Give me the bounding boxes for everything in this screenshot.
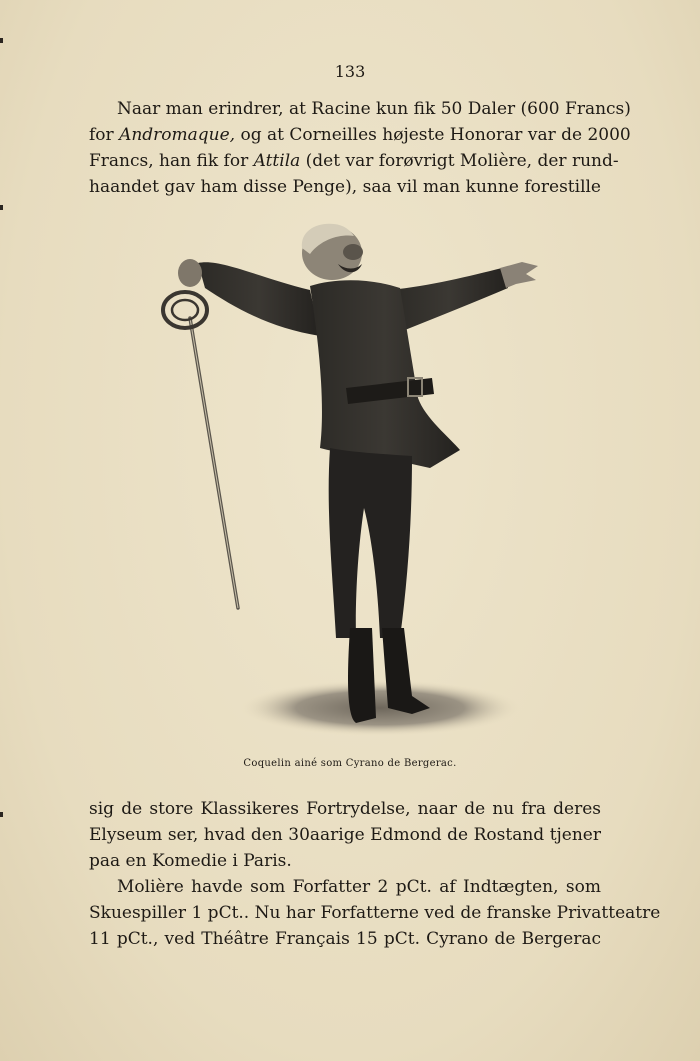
left-arm (198, 262, 320, 336)
right-arm (390, 268, 508, 330)
left-hand (178, 259, 202, 287)
paragraph-3 (89, 874, 661, 952)
edge-mark (0, 205, 3, 210)
right-hand (500, 262, 538, 288)
text-line: Elyseum ser, hvad den 30aarige Edmond de Rostand tjener (89, 825, 601, 845)
edge-mark (0, 38, 3, 43)
title-attila: Attila (253, 151, 301, 171)
figure-caption: Coquelin ainé som Cyrano de Bergerac. (243, 758, 457, 769)
text-line: haandet gav ham disse Penge), saa vil man kunne forestille (89, 177, 601, 197)
legs (329, 448, 412, 638)
sword-edge (190, 318, 238, 608)
paragraph-1 (89, 96, 631, 200)
actor-photograph (150, 218, 550, 748)
text-line: Molière havde som Forfatter 2 pCt. af Indtægten, som (117, 877, 601, 897)
page-number: 133 (334, 62, 366, 81)
text-line: sig de store Klassikeres Fortrydelse, naar de nu fra deres (89, 799, 601, 819)
floor-shadow (240, 680, 520, 736)
nose (343, 244, 363, 260)
edge-mark (0, 812, 3, 817)
text-line: Francs, han fik for Attila (det var forøvrigt Molière, der rund- (89, 151, 619, 171)
sword-hilt (163, 292, 207, 328)
sword-guard (172, 300, 198, 320)
left-boot (348, 628, 376, 723)
text-line: for Andromaque, og at Corneilles højeste Honorar var de 2000 (89, 125, 631, 145)
text-line: 11 pCt., ved Théâtre Français 15 pCt. Cyrano de Bergerac (89, 929, 601, 949)
paragraph-2 (89, 796, 601, 874)
text-line: Skuespiller 1 pCt.. Nu har Forfatterne ved de franske Privatteatre (89, 903, 661, 923)
title-andromaque: Andromaque, (119, 125, 236, 145)
text-line: paa en Komedie i Paris. (89, 851, 292, 871)
text-line: Naar man erindrer, at Racine kun fik 50 Daler (600 Francs) (117, 99, 631, 119)
